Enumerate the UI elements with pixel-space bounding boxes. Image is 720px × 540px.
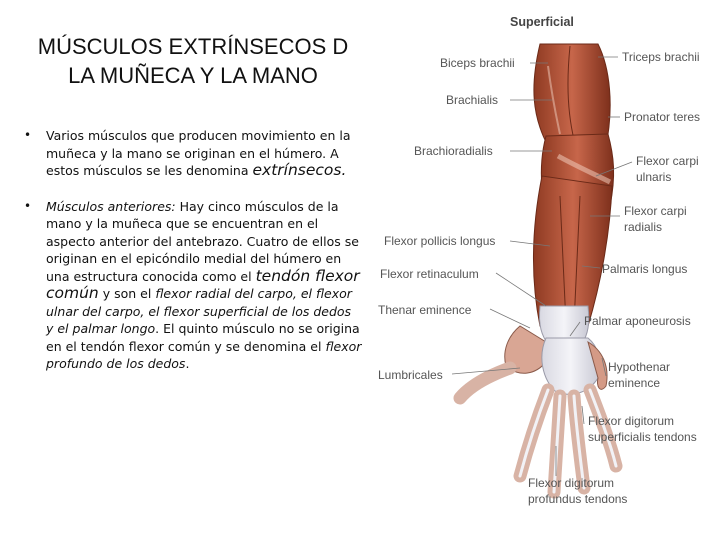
- bullet-2-text-2: y son el: [98, 286, 156, 301]
- label-palmar-aponeurosis: Palmar aponeurosis: [584, 314, 691, 328]
- label-fdp-1: Flexor digitorum: [528, 476, 615, 490]
- bullet-item-2: [22, 198, 362, 373]
- figure-heading: Superficial: [510, 15, 574, 29]
- label-biceps-brachii: Biceps brachii: [440, 56, 515, 70]
- label-palmaris-longus: Palmaris longus: [602, 262, 688, 276]
- label-flexor-pollicis-longus: Flexor pollicis longus: [384, 234, 496, 248]
- bullet-2-end: .: [185, 356, 190, 371]
- bullet-2-text-3: . El quinto músculo no se origina en el tendón flexor común y se denomina el: [46, 321, 360, 354]
- bullet-2-text-1: Hay cinco músculos de la mano y la muñeca que se encuentran en el aspecto anterior del antebrazo. Cuatro de ellos se originan en el epicóndilo medial del húmero en una estructura conocida como el: [46, 198, 359, 284]
- title-line-1: MÚSCULOS EXTRÍNSECOS D: [37, 34, 349, 59]
- bullet-item-1: [22, 127, 362, 180]
- label-fdp-2: profundus tendons: [528, 492, 628, 506]
- label-flexor-carpi-ulnaris-1: Flexor carpi: [636, 154, 699, 168]
- bullet-2-emphasis: tendón flexor común: [46, 266, 360, 302]
- label-brachioradialis: Brachioradialis: [414, 144, 493, 158]
- label-flexor-carpi-ulnaris-2: ulnaris: [636, 170, 672, 184]
- label-flexor-retinaculum: Flexor retinaculum: [380, 267, 479, 281]
- label-hypothenar-2: eminence: [608, 376, 661, 390]
- label-flexor-carpi-radialis-2: radialis: [624, 220, 663, 234]
- label-fds-1: Flexor digitorum: [588, 414, 675, 428]
- bullet-2-last: flexor profundo de los dedos: [46, 338, 362, 371]
- bullet-1-emphasis: extrínsecos.: [252, 161, 347, 179]
- bullet-2-list: flexor radial del carpo, el flexor ulnar del carpo, el flexor superficial de los dedos y el palmar longo: [46, 286, 352, 336]
- bullet-2-lead: Músculos anteriores:: [46, 198, 176, 214]
- slide-title: [18, 32, 368, 90]
- bullet-dot: •: [24, 198, 32, 213]
- label-triceps-brachii: Triceps brachii: [622, 50, 700, 64]
- forearm-flexors: [534, 176, 613, 326]
- label-hypothenar-1: Hypothenar: [608, 360, 671, 374]
- forearm-muscle-diagram: [370, 6, 715, 516]
- bullet-dot: •: [24, 128, 32, 142]
- label-lumbricales: Lumbricales: [378, 368, 443, 382]
- label-flexor-carpi-radialis-1: Flexor carpi: [624, 204, 687, 218]
- bullet-1-text: Varios músculos que producen movimiento en la muñeca y la mano se originan en el húmero. A estos músculos se les denomina: [46, 128, 351, 178]
- label-brachialis: Brachialis: [446, 93, 499, 107]
- bullet-list: [22, 127, 362, 391]
- label-pronator-teres: Pronator teres: [624, 110, 701, 124]
- label-fds-2: superficialis tendons: [588, 430, 697, 444]
- label-thenar-eminence: Thenar eminence: [378, 303, 472, 317]
- title-line-2: LA MUÑECA Y LA MANO: [68, 63, 318, 88]
